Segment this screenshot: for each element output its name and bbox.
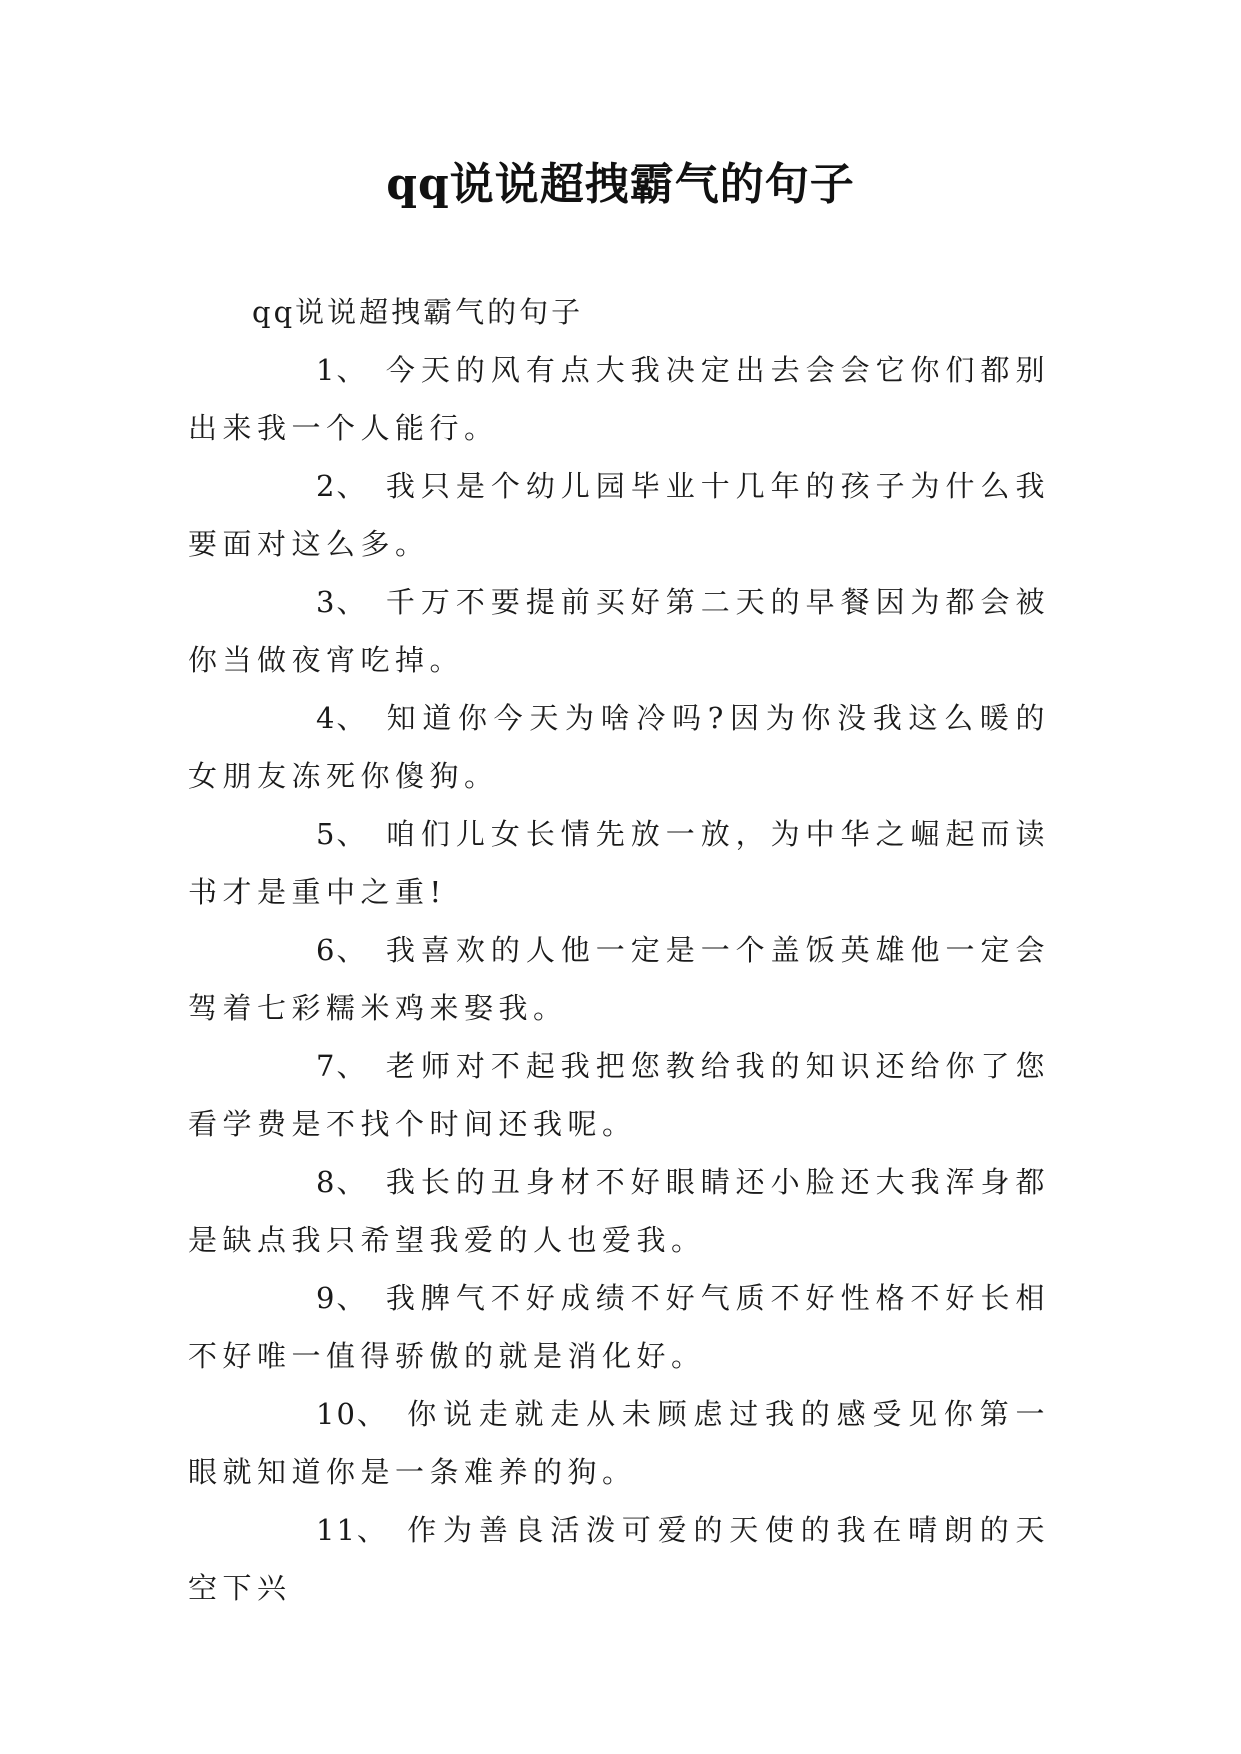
- item-text: 我脾气不好成绩不好气质不好性格不好长相不好唯一值得骄傲的就是消化好。: [188, 1281, 1050, 1373]
- item-text: 千万不要提前买好第二天的早餐因为都会被你当做夜宵吃掉。: [188, 585, 1050, 677]
- document-title: qq说说超拽霸气的句子: [386, 159, 855, 210]
- list-item: [188, 573, 1050, 689]
- item-text: 作为善良活泼可爱的天使的我在晴朗的天空下兴: [188, 1513, 1050, 1605]
- item-text: 知道你今天为啥冷吗?因为你没我这么暖的女朋友冻死你傻狗。: [188, 701, 1050, 793]
- item-number: 9、: [316, 1281, 368, 1315]
- item-number: 2、: [316, 469, 368, 503]
- list-item: [188, 1501, 1050, 1617]
- item-text: 你说走就走从未顾虑过我的感受见你第一眼就知道你是一条难养的狗。: [188, 1397, 1050, 1489]
- item-number: 1、: [316, 353, 368, 387]
- item-number: 3、: [316, 585, 368, 619]
- list-item: [188, 805, 1050, 921]
- item-text: 今天的风有点大我决定出去会会它你们都别出来我一个人能行。: [188, 353, 1050, 445]
- item-text: 老师对不起我把您教给我的知识还给你了您看学费是不找个时间还我呢。: [188, 1049, 1050, 1141]
- list-item: [188, 1269, 1050, 1385]
- item-text: 咱们儿女长情先放一放，为中华之崛起而读书才是重中之重!: [188, 817, 1050, 909]
- list-item: [188, 1037, 1050, 1153]
- list-item: [188, 1153, 1050, 1269]
- list-item: [188, 457, 1050, 573]
- item-number: 10、: [316, 1397, 388, 1431]
- document-body: [188, 283, 1050, 1617]
- list-item: [188, 921, 1050, 1037]
- item-text: 我长的丑身材不好眼睛还小脸还大我浑身都是缺点我只希望我爱的人也爱我。: [188, 1165, 1050, 1257]
- item-number: 6、: [316, 933, 368, 967]
- intro-paragraph: qq说说超拽霸气的句子: [252, 295, 584, 329]
- item-number: 5、: [316, 817, 368, 851]
- list-item: [188, 341, 1050, 457]
- item-number: 11、: [316, 1513, 388, 1547]
- item-number: 4、: [316, 701, 368, 735]
- list-item: [188, 1385, 1050, 1501]
- item-number: 8、: [316, 1165, 368, 1199]
- list-item: [188, 689, 1050, 805]
- item-text: 我喜欢的人他一定是一个盖饭英雄他一定会驾着七彩糯米鸡来娶我。: [188, 933, 1050, 1025]
- item-number: 7、: [316, 1049, 368, 1083]
- item-text: 我只是个幼儿园毕业十几年的孩子为什么我要面对这么多。: [188, 469, 1050, 561]
